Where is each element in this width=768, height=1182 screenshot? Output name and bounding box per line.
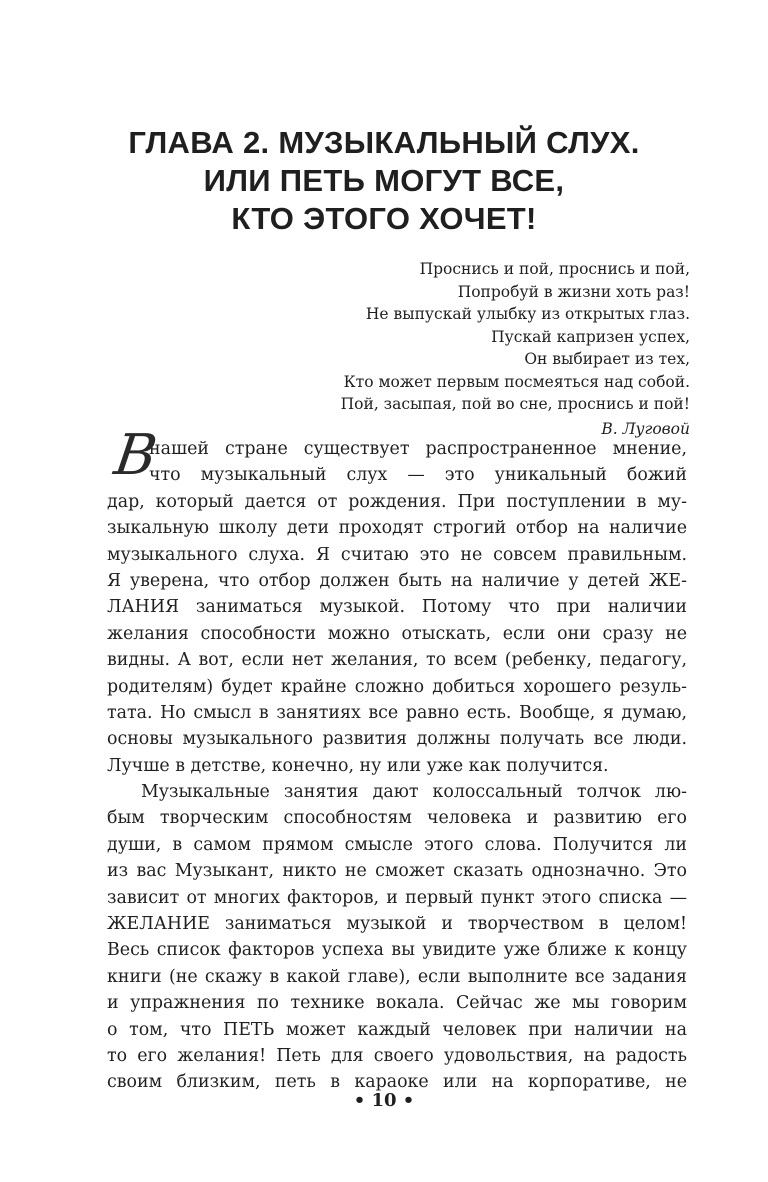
text-line: Весь список факторов успеха вы увидите уже ближе к концу xyxy=(107,940,687,961)
epigraph-line: Попробуй в жизни хоть раз! xyxy=(457,282,690,301)
epigraph-line: Пой, засыпая, пой во сне, проснись и пой! xyxy=(340,395,690,413)
epigraph-line: Он выбирает из тех, xyxy=(524,350,690,368)
epigraph-line: Не выпускай улыбку из открытых глаз. xyxy=(365,305,690,323)
text-line: из вас Музыкант, никто не сможет сказать однозначно. Это xyxy=(107,861,687,882)
text-line: Музыкальные занятия дают колоссальный толчок лю- xyxy=(141,782,687,803)
text-line: тата. Но смысл в занятиях все равно есть. Вообще, я думаю, xyxy=(107,702,687,723)
text-line: родителям) будет крайне сложно добиться хорошего резуль- xyxy=(107,676,687,697)
paragraph-2 xyxy=(107,779,687,1096)
text-line: о том, что ПЕТЬ может каждый человек при наличии на xyxy=(107,1019,687,1040)
text-line: нашей стране существует распространенное мнение, xyxy=(149,439,687,459)
text-line: видны. А вот, если нет желания, то всем (ребенку, педагогу, xyxy=(107,650,687,671)
chapter-title-line: ГЛАВА 2. МУЗЫКАЛЬНЫЙ СЛУХ. xyxy=(128,125,640,160)
epigraph xyxy=(341,258,690,440)
page-number: • 10 • xyxy=(353,1090,415,1111)
text-line: ЛАНИЯ заниматься музыкой. Потому что при наличии xyxy=(107,597,687,618)
epigraph-line: Пускай капризен успех, xyxy=(491,327,690,346)
text-line: и упражнения по технике вокала. Сейчас же мы говорим xyxy=(107,993,687,1014)
text-line: ЖЕЛАНИЕ заниматься музыкой и творчеством в целом! xyxy=(107,914,687,935)
text-line: зыкальную школу дети проходят строгий отбор на наличие xyxy=(107,518,687,539)
drop-cap: В xyxy=(110,423,161,488)
text-line: желания способности можно отыскать, если они сразу не xyxy=(107,623,687,644)
text-line: Я уверена, что отбор должен быть на наличие у детей ЖЕ- xyxy=(107,570,687,591)
epigraph-line: Кто может первым посмеяться над собой. xyxy=(343,372,690,391)
epigraph-author: В. Луговой xyxy=(601,419,690,438)
text-line: Лучше в детстве, конечно, ну или уже как получится. xyxy=(107,755,609,776)
text-line: бым творческим способностям человека и развитию его xyxy=(107,808,687,829)
text-line: своим близким, петь в караоке или на корпоративе, не xyxy=(107,1072,687,1093)
text-line: книги (не скажу в какой главе), если выполните все задания xyxy=(107,966,687,987)
text-line: дар, который дается от рождения. При поступлении в му- xyxy=(107,491,687,512)
chapter-title-line: КТО ЭТОГО ХОЧЕТ! xyxy=(231,201,537,236)
text-line: зависит от многих факторов, и первый пункт этого списка — xyxy=(107,887,687,908)
text-line: души, в самом прямом смысле этого слова. Получится ли xyxy=(107,834,687,855)
chapter-title xyxy=(0,124,768,238)
text-line: то его желания! Петь для своего удовольствия, на радость xyxy=(107,1045,687,1066)
text-line: что музыкальный слух — это уникальный божий xyxy=(149,465,687,486)
epigraph-line: Проснись и пой, проснись и пой, xyxy=(419,260,690,278)
text-line: музыкального слуха. Я считаю это не совсем правильным. xyxy=(107,544,687,565)
text-line: основы музыкального развития должны получать все люди. xyxy=(107,729,687,750)
chapter-title-line: ИЛИ ПЕТЬ МОГУТ ВСЕ, xyxy=(203,163,565,198)
